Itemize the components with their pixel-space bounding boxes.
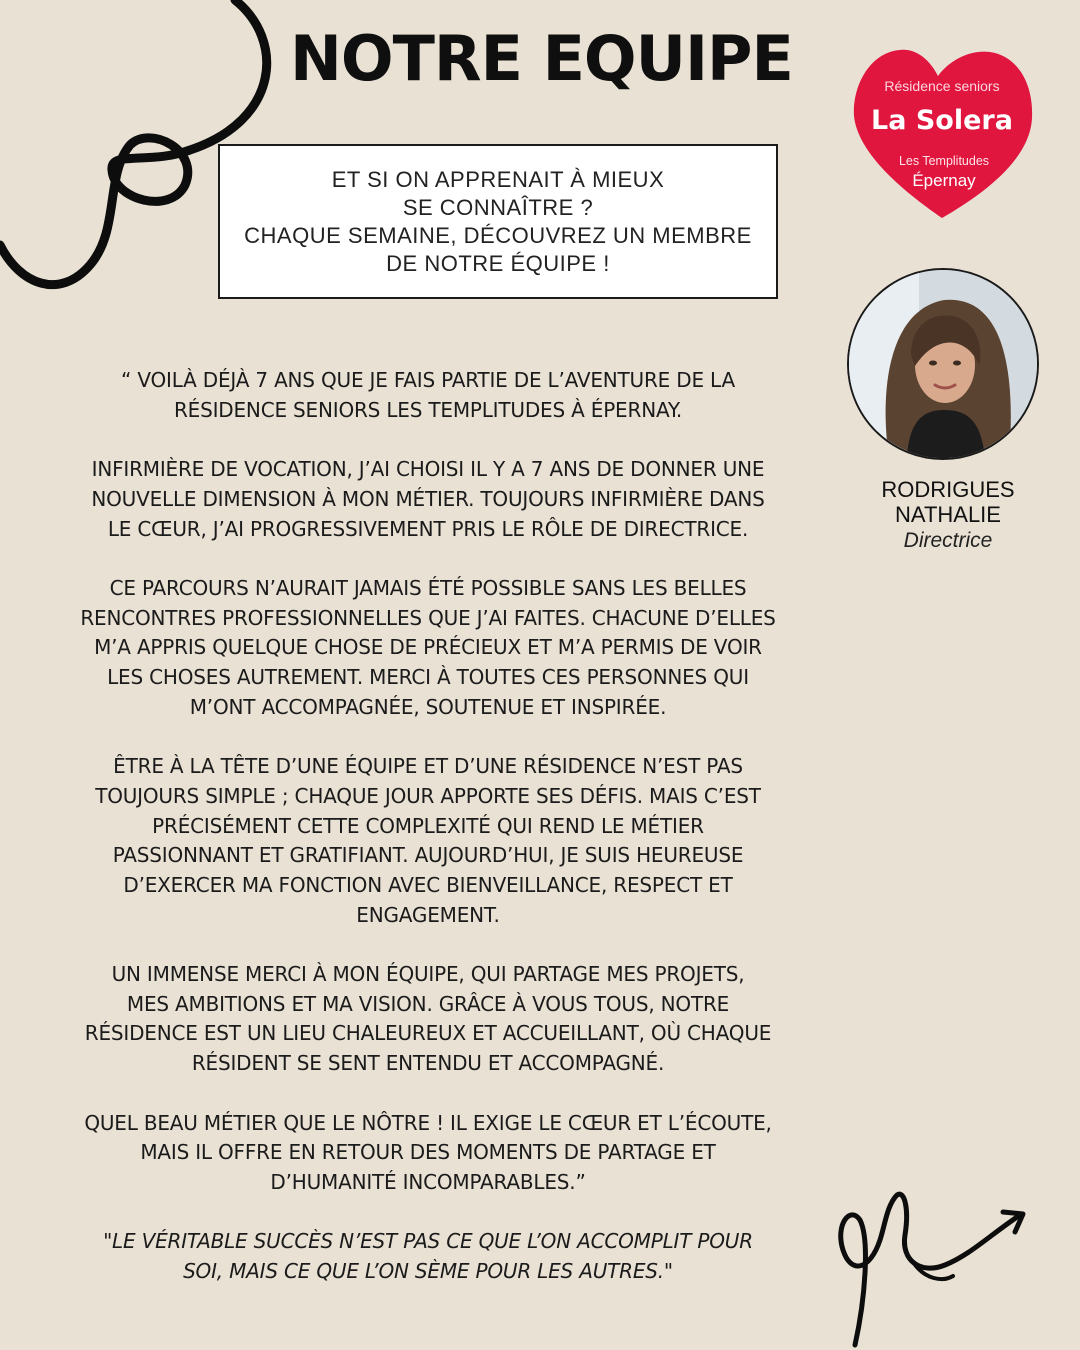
- text-line: "LE VÉRITABLE SUCCÈS N’EST PAS CE QUE L’ON ACCOMPLIT POUR: [103, 1229, 753, 1254]
- testimonial-paragraph: [48, 1109, 808, 1198]
- profile-photo: [847, 268, 1039, 460]
- text-line: INFIRMIÈRE DE VOCATION, J’AI CHOISI IL Y A 7 ANS DE DONNER UNE: [91, 457, 765, 482]
- logo-line4: Épernay: [912, 171, 976, 190]
- text-line: NOUVELLE DIMENSION À MON MÉTIER. TOUJOURS INFIRMIÈRE DANS: [91, 486, 765, 511]
- page-title: NOTRE EQUIPE: [290, 22, 793, 95]
- text-line: MES AMBITIONS ET MA VISION. GRÂCE À VOUS TOUS, NOTRE: [126, 991, 730, 1016]
- intro-line: DE NOTRE ÉQUIPE !: [386, 250, 610, 276]
- text-line: UN IMMENSE MERCI À MON ÉQUIPE, QUI PARTAGE MES PROJETS,: [111, 962, 745, 986]
- text-line: RENCONTRES PROFESSIONNELLES QUE J’AI FAITES. CHACUNE D’ELLES: [80, 605, 776, 630]
- text-line: RÉSIDENCE EST UN LIEU CHALEUREUX ET ACCUEILLANT, OÙ CHAQUE: [84, 1021, 772, 1046]
- testimonial-paragraph: [48, 366, 808, 425]
- text-line: PRÉCISÉMENT CETTE COMPLEXITÉ QUI REND LE MÉTIER: [152, 813, 704, 838]
- text-line: SOI, MAIS CE QUE L’ON SÈME POUR LES AUTRES.": [183, 1259, 673, 1283]
- text-line: TOUJOURS SIMPLE ; CHAQUE JOUR APPORTE SES DÉFIS. MAIS C’EST: [95, 783, 761, 808]
- testimonial-paragraph: [48, 752, 808, 930]
- member-last-name: RODRIGUES: [881, 477, 1015, 502]
- testimonial-text: [48, 366, 808, 1316]
- testimonial-paragraph: [48, 574, 808, 723]
- text-line: D’EXERCER MA FONCTION AVEC BIENVEILLANCE, RESPECT ET: [123, 872, 733, 897]
- text-line: D’HUMANITÉ INCOMPARABLES.”: [270, 1169, 586, 1194]
- text-line: QUEL BEAU MÉTIER QUE LE NÔTRE ! IL EXIGE LE CŒUR ET L’ÉCOUTE,: [84, 1110, 772, 1135]
- text-line: RÉSIDENCE SENIORS LES TEMPLITUDES À ÉPERNAY.: [173, 397, 683, 422]
- member-role: Directrice: [903, 529, 993, 552]
- intro-line: ET SI ON APPRENAIT À MIEUX: [331, 166, 665, 192]
- logo-line1: Résidence seniors: [884, 78, 1000, 94]
- intro-line: SE CONNAÎTRE ?: [402, 194, 594, 220]
- member-first-name: NATHALIE: [895, 502, 1001, 527]
- logo-line2: La Solera: [871, 105, 1013, 136]
- text-line: M’ONT ACCOMPAGNÉE, SOUTENUE ET INSPIRÉE.: [189, 694, 667, 719]
- intro-line: CHAQUE SEMAINE, DÉCOUVREZ UN MEMBRE: [244, 222, 752, 248]
- la-solera-logo: [850, 46, 1036, 222]
- text-line: “ VOILÀ DÉJÀ 7 ANS QUE JE FAIS PARTIE DE L’AVENTURE DE LA: [121, 368, 735, 392]
- portrait-illustration: [849, 270, 1037, 458]
- testimonial-paragraph: [48, 960, 808, 1079]
- decorative-signature-arrow: [825, 1180, 1040, 1350]
- text-line: ENGAGEMENT.: [356, 902, 500, 927]
- closing-quote: [48, 1227, 808, 1286]
- logo-line3: Les Templitudes: [898, 154, 990, 168]
- text-line: ÊTRE À LA TÊTE D’UNE ÉQUIPE ET D’UNE RÉSIDENCE N’EST PAS: [113, 754, 743, 779]
- member-card: [848, 477, 1048, 554]
- intro-box: [218, 144, 778, 299]
- text-line: LE CŒUR, J’AI PROGRESSIVEMENT PRIS LE RÔLE DE DIRECTRICE.: [107, 516, 749, 541]
- text-line: RÉSIDENT SE SENT ENTENDU ET ACCOMPAGNÉ.: [191, 1051, 665, 1076]
- text-line: M’A APPRIS QUELQUE CHOSE DE PRÉCIEUX ET M’A PERMIS DE VOIR: [94, 635, 762, 660]
- text-line: MAIS IL OFFRE EN RETOUR DES MOMENTS DE PARTAGE ET: [140, 1140, 716, 1165]
- text-line: CE PARCOURS N’AURAIT JAMAIS ÉTÉ POSSIBLE SANS LES BELLES: [109, 575, 747, 600]
- text-line: LES CHOSES AUTREMENT. MERCI À TOUTES CES PERSONNES QUI: [107, 665, 749, 689]
- text-line: PASSIONNANT ET GRATIFIANT. AUJOURD’HUI, JE SUIS HEUREUSE: [112, 843, 744, 868]
- testimonial-paragraph: [48, 455, 808, 544]
